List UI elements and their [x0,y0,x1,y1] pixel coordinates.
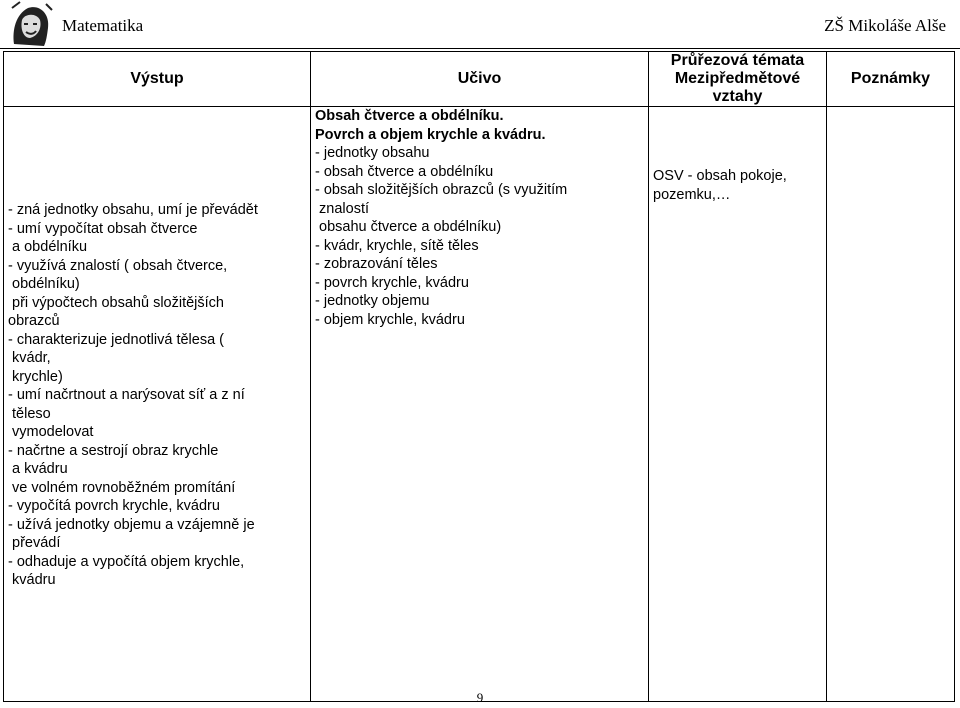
header-temata: Průřezová témata Mezipředmětové vztahy [649,52,827,107]
cell-vystup [4,107,311,702]
cell-poznamky [827,107,955,702]
vystup-line: - charakterizuje jednotlivá tělesa ( [8,331,224,348]
header-divider [0,48,960,49]
ucivo-line: - zobrazování těles [315,256,438,272]
curriculum-table [3,51,955,702]
page-number: 9 [476,690,484,705]
ucivo-title-2: Povrch a objem krychle a kvádru. [315,126,546,143]
vystup-line: - využívá znalostí ( obsah čtverce, [8,257,228,274]
vystup-line: obrazců [8,313,60,329]
temata-line: pozemku,… [653,186,731,203]
page-header [0,0,960,50]
ucivo-title-1: Obsah čtverce a obdélníku. [315,108,504,124]
vystup-line: - umí načrtnout a narýsovat síť a z ní [8,387,245,403]
vystup-line: těleso [8,405,51,422]
vystup-line: - zná jednotky obsahu, umí je převádět [8,202,258,218]
ucivo-line: - povrch krychle, kvádru [315,274,469,291]
header-poznamky: Poznámky [827,52,955,107]
school-logo-icon [6,0,54,48]
vystup-list [8,201,308,590]
table-row [4,107,955,702]
vystup-line: - vypočítá povrch krychle, kvádru [8,498,220,514]
header-vystup: Výstup [4,52,311,107]
vystup-line: při výpočtech obsahů složitějších [8,294,224,311]
ucivo-line: - obsah čtverce a obdélníku [315,163,494,180]
vystup-line: a kvádru [8,461,68,477]
school-name: ZŠ Mikoláše Alše [824,16,946,35]
temata-line: OSV - obsah pokoje, [653,168,787,184]
ucivo-list [315,144,646,329]
cell-ucivo [311,107,649,702]
vystup-line: převádí [8,535,61,551]
vystup-line: - umí vypočítat obsah čtverce [8,220,198,237]
vystup-line: kvádru [8,572,56,588]
header-ucivo: Učivo [311,52,649,107]
cell-temata [649,107,827,702]
vystup-line: obdélníku) [8,276,80,292]
vystup-line: - užívá jednotky objemu a vzájemně je [8,516,255,533]
vystup-line: krychle) [8,368,63,385]
temata-list [653,167,824,204]
vystup-line: vymodelovat [8,424,94,440]
ucivo-line: - obsah složitějších obrazců (s využitím [315,182,568,198]
ucivo-line: - objem krychle, kvádru [315,311,465,328]
ucivo-line: obsahu čtverce a obdélníku) [315,219,502,235]
ucivo-line: - jednotky obsahu [315,145,430,161]
ucivo-line: znalostí [315,200,369,217]
ucivo-line: - kvádr, krychle, sítě těles [315,237,479,254]
table-header-row [4,52,955,107]
vystup-line: - načrtne a sestrojí obraz krychle [8,442,219,459]
ucivo-line: - jednotky objemu [315,293,430,309]
vystup-line: kvádr, [8,350,51,366]
subject-title: Matematika [62,16,144,35]
vystup-line: - odhaduje a vypočítá objem krychle, [8,553,245,570]
vystup-line: a obdélníku [8,239,88,255]
vystup-line: ve volném rovnoběžném promítání [8,479,236,496]
